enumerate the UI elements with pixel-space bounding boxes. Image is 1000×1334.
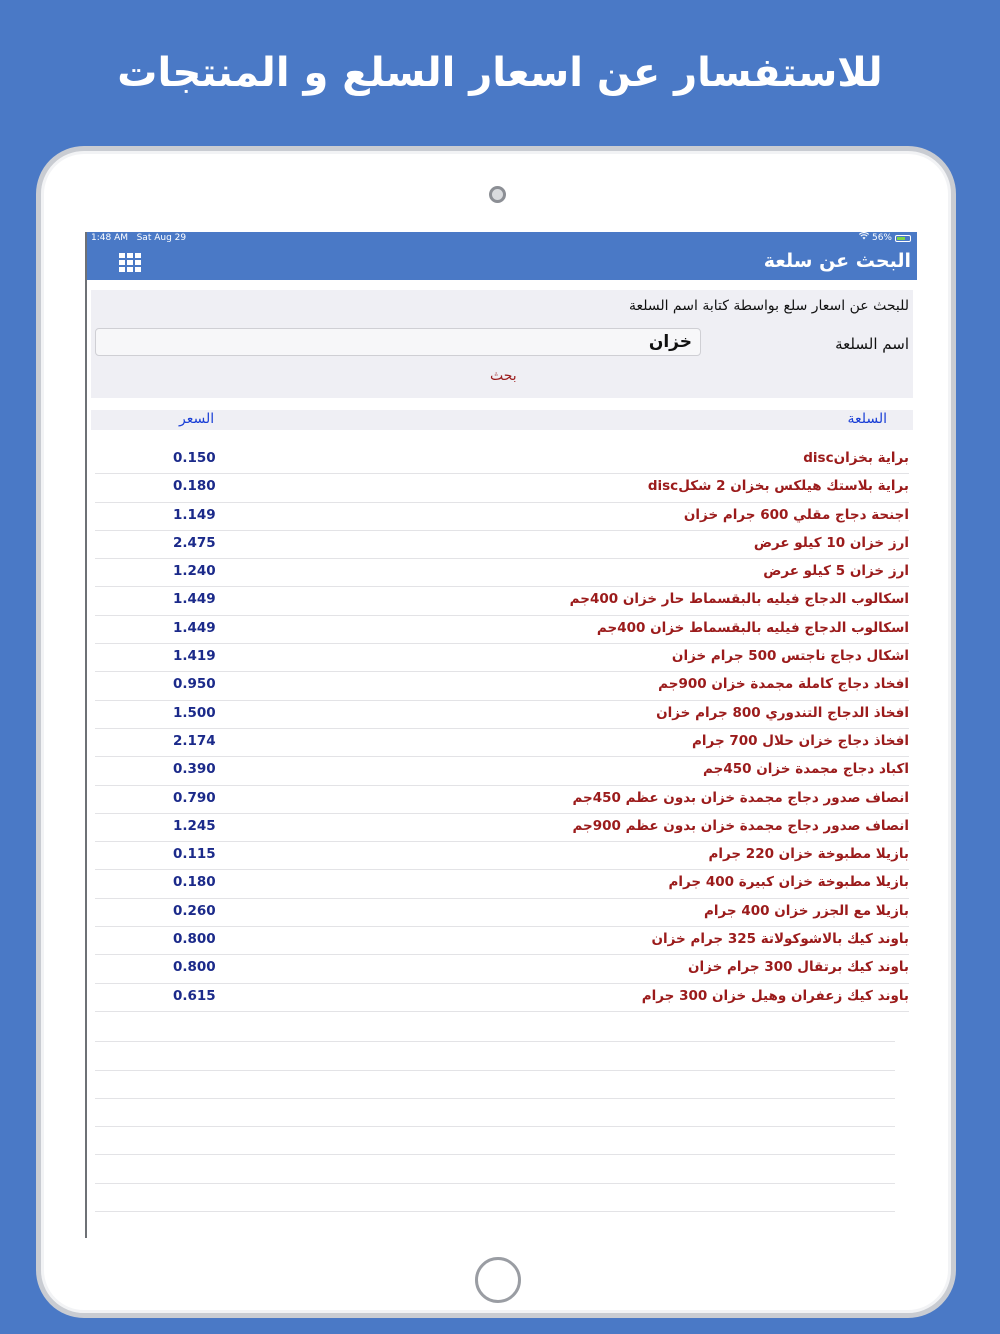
row-item-price: 0.800	[173, 931, 216, 948]
column-header-price: السعر	[179, 411, 215, 427]
table-row[interactable]	[95, 531, 909, 559]
table-row[interactable]	[95, 955, 909, 983]
row-item-name: براية بخزانdisc	[803, 450, 909, 466]
row-item-name: بازيلا مطبوخة خزان 220 جرام	[708, 846, 909, 863]
nav-bar	[87, 245, 917, 280]
row-item-price: 0.115	[173, 846, 216, 863]
table-row[interactable]	[95, 870, 909, 898]
row-item-price: 1.245	[173, 817, 216, 834]
search-button[interactable]: بحث	[486, 366, 521, 386]
row-item-price: 0.180	[173, 874, 216, 891]
search-input[interactable]	[95, 328, 701, 356]
row-item-name: انصاف صدور دجاج مجمدة خزان بدون عظم 450جم	[572, 789, 909, 806]
battery-icon	[895, 235, 911, 242]
grid-menu-icon[interactable]	[119, 253, 141, 273]
status-time: 1:48 AM	[91, 233, 128, 243]
promo-title: للاستفسار عن اسعار السلع و المنتجات	[117, 50, 883, 96]
table-header	[91, 410, 913, 430]
table-row[interactable]	[95, 757, 909, 785]
results-list	[95, 446, 909, 1012]
table-row[interactable]	[95, 616, 909, 644]
table-row[interactable]	[95, 672, 909, 700]
row-item-price: 0.390	[173, 761, 216, 778]
row-item-name: اجنحة دجاج مقلي 600 جرام خزان	[683, 506, 909, 523]
row-item-price: 1.419	[173, 648, 216, 665]
row-item-price: 0.150	[173, 450, 216, 466]
table-row[interactable]	[95, 587, 909, 615]
table-row[interactable]	[95, 729, 909, 757]
row-item-price: 1.449	[173, 619, 216, 636]
row-item-name: افخاذ الدجاج التندوري 800 جرام خزان	[656, 704, 909, 721]
search-panel	[91, 290, 913, 398]
search-hint: للبحث عن اسعار سلع بواسطة كتابة اسم السلعة	[628, 298, 909, 314]
empty-rows	[95, 1014, 895, 1238]
row-item-name: بازيلا مع الجزر خزان 400 جرام	[703, 902, 909, 919]
table-row[interactable]	[95, 927, 909, 955]
row-item-name: افخاذ دجاج خزان حلال 700 جرام	[692, 732, 909, 749]
row-item-price: 2.475	[173, 534, 216, 551]
row-item-name: ارز خزان 10 كيلو عرض	[753, 534, 909, 551]
column-header-item: السلعة	[847, 411, 887, 427]
table-row[interactable]	[95, 701, 909, 729]
table-row[interactable]	[95, 786, 909, 814]
table-row[interactable]	[95, 814, 909, 842]
table-row[interactable]	[95, 446, 909, 474]
home-button[interactable]	[475, 1257, 521, 1303]
table-row[interactable]	[95, 899, 909, 927]
row-item-price: 0.950	[173, 676, 216, 693]
battery-percent: 56%	[871, 233, 892, 243]
camera-icon	[489, 186, 506, 203]
row-item-name: بازيلا مطبوخة خزان كبيرة 400 جرام	[668, 874, 909, 891]
row-item-name: افخاد دجاج كاملة مجمدة خزان 900جم	[658, 676, 909, 693]
table-row[interactable]	[95, 559, 909, 587]
row-item-name: باوند كيك زعفران وهيل خزان 300 جرام	[641, 987, 909, 1004]
item-name-label: اسم السلعة	[835, 335, 909, 353]
row-item-name: براية بلاستك هيلكس بخزان 2 شكلdisc	[647, 478, 909, 495]
table-row[interactable]	[95, 842, 909, 870]
row-item-price: 0.790	[173, 789, 216, 806]
row-item-name: ارز خزان 5 كيلو عرض	[763, 563, 909, 580]
row-item-price: 1.240	[173, 563, 216, 580]
table-row[interactable]	[95, 503, 909, 531]
row-item-price: 0.615	[173, 987, 216, 1004]
row-item-price: 0.260	[173, 902, 216, 919]
row-item-price: 1.149	[173, 506, 216, 523]
row-item-name: باوند كيك بالاشوكولاتة 325 جرام خزان	[651, 931, 909, 948]
row-item-price: 2.174	[173, 732, 216, 749]
app-screen	[85, 232, 917, 1238]
row-item-price: 1.449	[173, 591, 216, 608]
row-item-name: اكباد دجاج مجمدة خزان 450جم	[703, 761, 909, 778]
status-bar	[87, 232, 917, 245]
page-title: البحث عن سلعة	[763, 250, 911, 272]
table-row[interactable]	[95, 474, 909, 502]
row-item-name: باوند كيك برتقال 300 جرام خزان	[688, 959, 909, 976]
row-item-name: اشكال دجاج ناجتس 500 جرام خزان	[671, 648, 909, 665]
row-item-name: اسكالوب الدجاج فيليه بالبقسماط حار خزان 400جم	[569, 591, 909, 608]
table-row[interactable]	[95, 984, 909, 1012]
wifi-icon	[859, 232, 869, 245]
table-row[interactable]	[95, 644, 909, 672]
row-item-price: 0.800	[173, 959, 216, 976]
row-item-name: اسكالوب الدجاج فيليه بالبقسماط خزان 400جم	[596, 619, 909, 636]
row-item-price: 1.500	[173, 704, 216, 721]
row-item-price: 0.180	[173, 478, 216, 495]
row-item-name: انصاف صدور دجاج مجمدة خزان بدون عظم 900جم	[572, 817, 909, 834]
status-date: Sat Aug 29	[136, 233, 187, 243]
